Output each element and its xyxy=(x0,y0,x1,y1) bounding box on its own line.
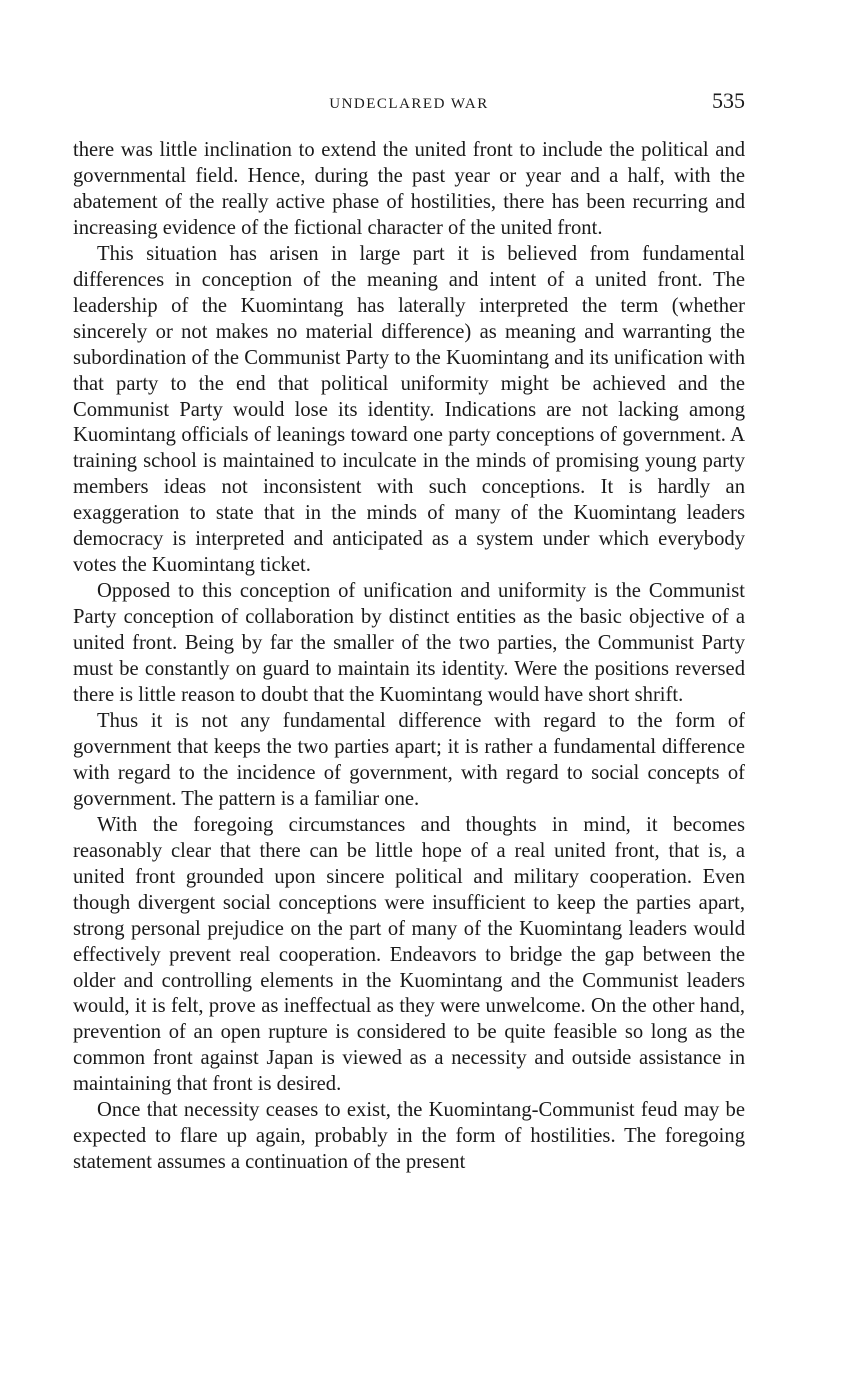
body-text xyxy=(73,138,745,1176)
paragraph: Opposed to this conception of unification and uniformity is the Communist Party conception of collaboration by distinct entities as the basic objective of a united front. Being by far the smaller of the two parties, the Communist Party must be constantly on guard to maintain its identity. Were the positions reversed there is little reason to doubt that the Kuomintang would have short shrift. xyxy=(73,580,745,707)
running-header xyxy=(73,88,745,118)
paragraph: there was little inclination to extend the united front to include the political and governmental field. Hence, during the past year or year and a half, with the abatement of the really active phase of hostilities, there has been recurring and increasing evidence of the fictional character of the united front. xyxy=(73,139,745,239)
running-title: UNDECLARED WAR xyxy=(329,96,489,112)
page-number: 535 xyxy=(712,88,745,113)
paragraph: Once that necessity ceases to exist, the Kuomintang-Communist feud may be expected to flare up again, probably in the form of hostilities. The foregoing statement assumes a continuation of the present xyxy=(73,1099,745,1174)
paragraph: Thus it is not any fundamental difference with regard to the form of government that keeps the two parties apart; it is rather a fundamental difference with regard to the incidence of government, with regard to social concepts of government. The pattern is a familiar one. xyxy=(73,709,745,810)
paragraph: With the foregoing circumstances and thoughts in mind, it becomes reasonably clear that there can be little hope of a real united front, that is, a united front grounded upon sincere political and military cooperation. Even though divergent social conceptions were insufficient to keep the parties apart, strong personal prejudice on the part of many of the Kuomintang leaders would effectively prevent real cooperation. Endeavors to bridge the gap between the older and controlling elements in the Kuomintang and the Communist leaders would, it is felt, prove as ineffectual as they were unwelcome. On the other hand, prevention of an open rupture is considered to be quite feasible so long as the common front against Japan is viewed as a necessity and outside assistance in maintaining that front is desired. xyxy=(73,813,745,1096)
paragraph: This situation has arisen in large part it is believed from fundamental differences in conception of the meaning and intent of a united front. The leadership of the Kuomintang has laterally interpreted the term (whether sincerely or not makes no material difference) as meaning and warranting the subordination of the Communist Party to the Kuomintang and its unification with that party to the end that political uniformity might be achieved and the Communist Party would lose its identity. Indications are not lacking among Kuomintang officials of leanings toward one party conceptions of government. A training school is maintained to inculcate in the minds of promising young party members ideas not inconsistent with such conceptions. It is hardly an exaggeration to state that in the minds of many of the Kuomintang leaders democracy is interpreted and anticipated as a system under which everybody votes the Kuomintang ticket. xyxy=(73,242,745,577)
document-page xyxy=(73,88,745,1176)
